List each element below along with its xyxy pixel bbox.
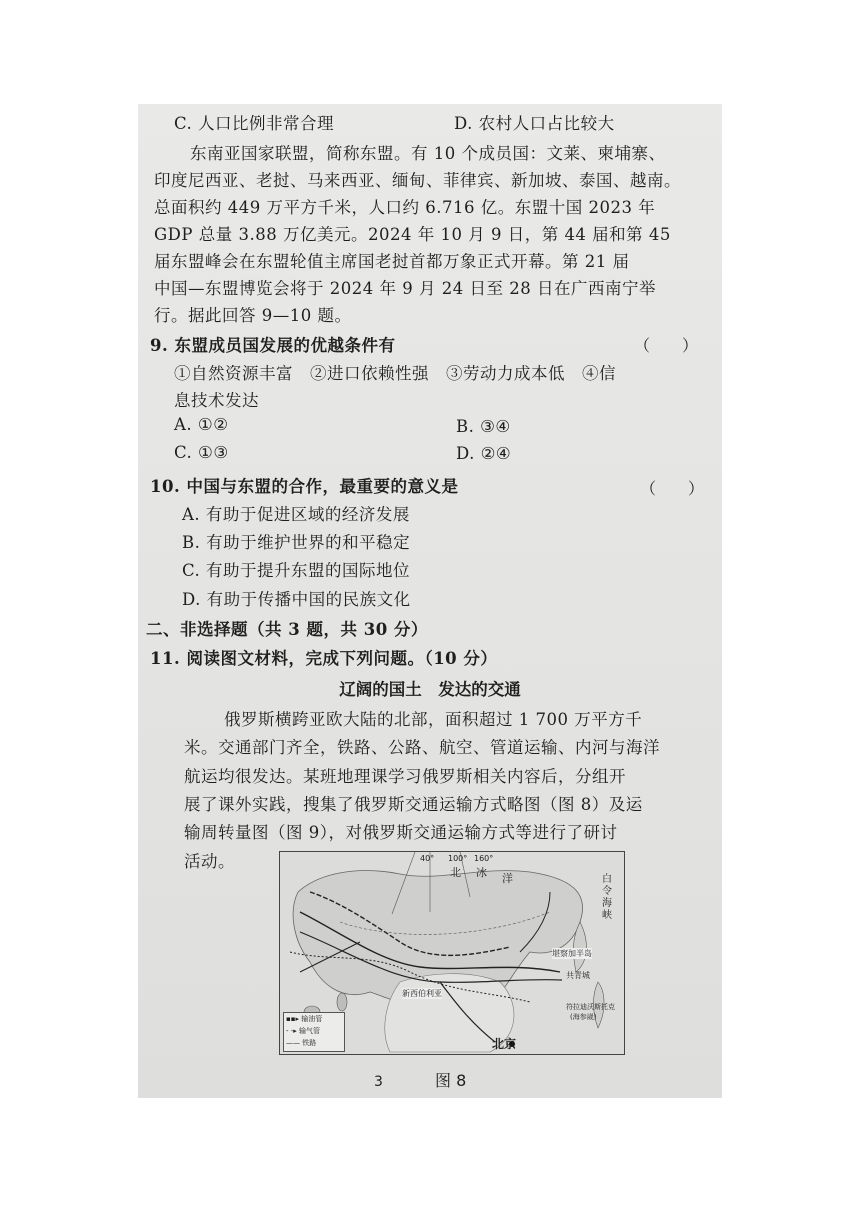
russia-transport-map [279,851,625,1055]
option-c: C. 有助于提升东盟的国际地位 [182,561,411,580]
option-d: D. 有助于传播中国的民族文化 [182,590,411,609]
place-label: 共青城 [566,971,590,980]
option-a: A. 有助于促进区域的经济发展 [182,505,410,524]
strait-label: 海 [602,898,612,909]
strait-label: 令 [602,886,612,897]
option-a: A. ①② [174,415,229,434]
material-line: 活动。 [184,852,235,871]
figure-caption: 图 8 [435,1071,467,1090]
map-legend [283,1012,345,1052]
legend-gas: - -▸ 输气管 [286,1027,321,1035]
passage-line: 总面积约 449 万平方千米，人口约 6.716 亿。东盟十国 2023 年 [154,198,656,217]
passage-line: 行。据此回答 9—10 题。 [154,306,352,325]
page-number: 3 [374,1074,383,1090]
strait-label: 峡 [602,910,612,921]
legend-oil: ▪▪▸ 输油管 [286,1015,323,1023]
place-label: 堪察加半岛 [552,949,592,958]
passage-line: 东南亚国家联盟，简称东盟。有 10 个成员国：文莱、柬埔寨、 [190,144,666,163]
longitude-label: 100° [448,854,468,863]
ocean-label: 洋 [502,872,513,885]
material-line: 输周转量图（图 9），对俄罗斯交通运输方式等进行了研讨 [184,823,618,842]
ocean-label: 冰 [476,866,487,879]
place-label: 新西伯利亚 [402,989,442,998]
strait-label: 白 [602,874,612,885]
legend-rail: —— 铁路 [286,1039,317,1047]
place-label: (海参崴) [570,1013,597,1021]
question-10-stem: 10. 中国与东盟的合作，最重要的意义是 [150,477,459,496]
option-b: B. 有助于维护世界的和平稳定 [182,533,411,552]
section-heading: 二、非选择题（共 3 题，共 30 分） [146,620,428,639]
answer-paren: （ ） [634,336,699,355]
question-11-stem: 11. 阅读图文材料，完成下列问题。（10 分） [150,649,498,668]
passage-line: GDP 总量 3.88 万亿美元。2024 年 10 月 9 日，第 44 届和第 45 [154,225,671,244]
passage-line: 届东盟峰会在东盟轮值主席国老挝首都万象正式开幕。第 21 届 [154,252,630,271]
question-9-items: ①自然资源丰富 ②进口依赖性强 ③劳动力成本低 ④信 [174,364,616,383]
material-title: 辽阔的国土 发达的交通 [339,680,521,699]
option-d: D. ②④ [456,444,512,463]
beijing-label: 北京 [492,1037,517,1051]
material-line: 展了课外实践，搜集了俄罗斯交通运输方式略图（图 8）及运 [184,795,643,814]
place-label: 符拉迪沃斯托克 [566,1003,615,1011]
question-9-stem: 9. 东盟成员国发展的优越条件有 [150,336,396,355]
question-9-items-cont: 息技术发达 [174,391,259,410]
passage-line: 中国—东盟博览会将于 2024 年 9 月 24 日至 28 日在广西南宁举 [154,279,656,298]
passage-line: 印度尼西亚、老挝、马来西亚、缅甸、菲律宾、新加坡、泰国、越南。 [154,171,681,190]
material-line: 航运均很发达。某班地理课学习俄罗斯相关内容后，分组开 [184,767,626,786]
ocean-label: 北 [450,866,461,879]
option-d-prev: D. 农村人口占比较大 [454,114,615,133]
scanned-page [138,104,722,1098]
answer-paren: （ ） [640,479,705,498]
material-line: 米。交通部门齐全，铁路、公路、航空、管道运输、内河与海洋 [184,738,660,757]
option-c-prev: C. 人口比例非常合理 [174,114,335,133]
option-c: C. ①③ [174,443,229,462]
option-b: B. ③④ [456,417,511,436]
longitude-label: 160° [474,854,494,863]
longitude-label: 40° [420,854,435,863]
material-line: 俄罗斯横跨亚欧大陆的北部，面积超过 1 700 万平方千 [224,710,643,729]
